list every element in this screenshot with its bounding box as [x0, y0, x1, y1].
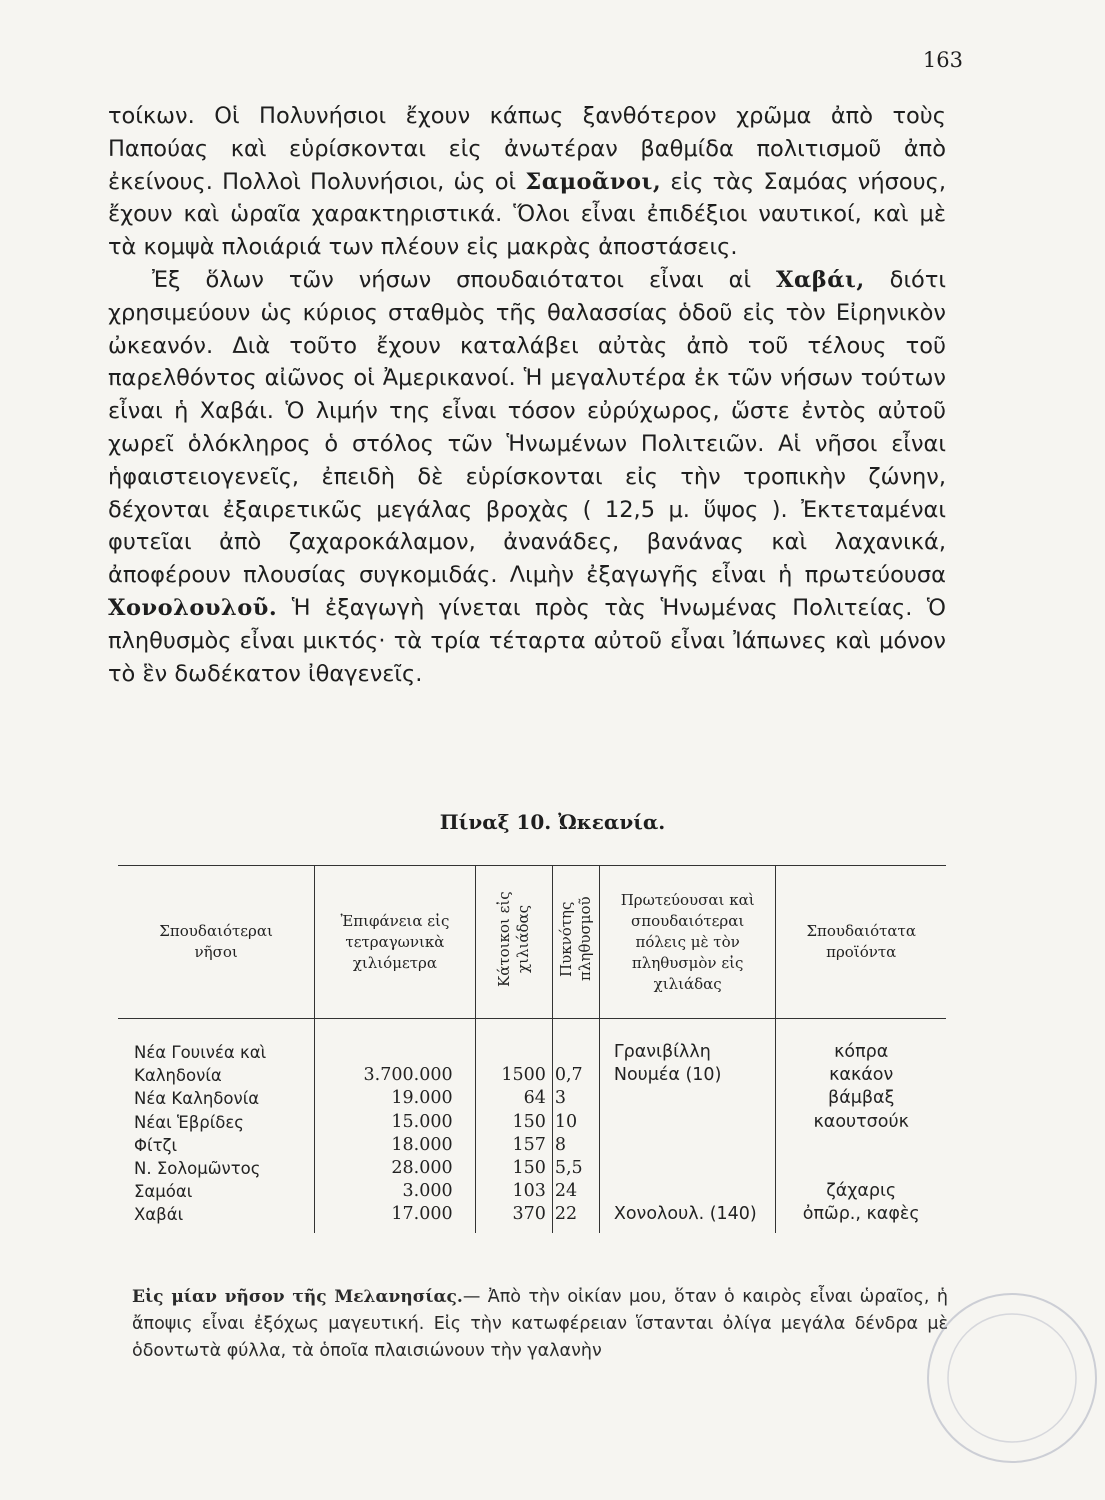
cell-area: 3.000 [315, 1180, 475, 1203]
cell-capital [599, 1134, 776, 1157]
paragraph-hawaii [108, 264, 946, 690]
text-run: Ἡ ἐξαγωγὴ γίνεται πρὸς τὰς Ἡνωμένας Πολιτείας. Ὁ πληθυσμὸς εἶναι μικτός· τὰ τρία τέταρτα αὐτοῦ εἶναι Ἰάπωνες καὶ μόνον τὸ ἓν δωδέκατον ἰθαγενεῖς. [108, 594, 946, 687]
cell-population: 103 [475, 1180, 552, 1203]
cell-capital: Χονολουλ. (140) [599, 1203, 776, 1232]
cell-area [315, 1041, 475, 1064]
cell-product: κόπρα [776, 1041, 946, 1064]
cell-capital [599, 1087, 776, 1110]
cell-area: 28.000 [315, 1157, 475, 1180]
bottom-paragraph [132, 1284, 948, 1365]
cell-density: 5,5 [552, 1157, 599, 1180]
table-row [118, 1134, 946, 1157]
table-row [118, 1203, 946, 1232]
cell-capital [599, 1157, 776, 1180]
text-run: διότι χρησιμεύουν ὡς κύριος σταθμὸς τῆς θαλασσίας ὁδοῦ εἰς τὸν Εἰρηνικὸν ὠκεανόν. Διὰ τοῦτο ἔχουν καταλάβει αὐτὰς ἀπὸ τοῦ τέλους τοῦ παρελθόντος αἰῶνος οἱ Ἀμερικανοί. Ἡ μεγαλυτέρα ἐκ τῶν νήσων τούτων εἶναι ἡ Χαβάι. Ὁ λιμήν της εἶναι τόσον εὐρύχωρος, ὥστε ἐντὸς αὐτοῦ χωρεῖ ὁλόκληρος ὁ στόλος τῶν Ἡνωμένων Πολιτειῶν. Αἱ νῆσοι εἶναι ἡφαιστειογενεῖς, ἐπειδὴ δὲ εὑρίσκονται εἰς τὴν τροπικὴν ζώνην, δέχονται ἐξαιρετικῶς μεγάλας βροχὰς ( 12,5 μ. ὕψος ). Ἐκτεταμέναι φυτεῖαι ἀπὸ ζαχαροκάλαμον, ἀνανάδες, βανάνας καὶ λαχανικά, ἀποφέρουν πλουσίας συγκομιδάς. Λιμὴν ἐξαγωγῆς εἶναι ἡ πρωτεύουσα [108, 266, 946, 589]
cell-population: 150 [475, 1157, 552, 1180]
cell-capital: Νουμέα (10) [599, 1064, 776, 1087]
bold-term: Χονολουλοῦ. [108, 594, 278, 621]
table-row [118, 1041, 946, 1064]
cell-capital [599, 1111, 776, 1134]
cell-product: βάμβαξ [776, 1087, 946, 1110]
header-population: Κάτοικοι εἰς χιλιάδας [475, 866, 552, 1019]
bold-term: Χαβάι, [776, 266, 865, 293]
table-row [118, 1180, 946, 1203]
cell-product: ζάχαρις [776, 1180, 946, 1203]
cell-island: Νέα Καληδονία [134, 1089, 260, 1109]
cell-island: Χαβάι [134, 1205, 184, 1225]
table-row [118, 1157, 946, 1180]
bold-term: Σαμοᾶνοι, [525, 168, 662, 195]
bottom-paragraph-text: — Ἀπὸ τὴν οἰκίαν μου, ὅταν ὁ καιρὸς εἶναι ὡραῖος, ἡ ἄποψις εἶναι ἐξόχως μαγευτική. Εἰς τὴν κατωφέρειαν ἵστανται ὀλίγα μεγάλα δένδρα μὲ ὁδοντωτὰ φύλλα, τὰ ὁποῖα πλαισιώνουν τὴν γαλανὴν [132, 1287, 948, 1361]
cell-capital [599, 1180, 776, 1203]
cell-island: Καληδονία [134, 1066, 222, 1086]
cell-population: 64 [475, 1087, 552, 1110]
cell-density: 10 [552, 1111, 599, 1134]
cell-density [552, 1041, 599, 1064]
table-row [118, 1064, 946, 1087]
cell-area: 15.000 [315, 1111, 475, 1134]
cell-population: 157 [475, 1134, 552, 1157]
header-products: Σπουδαιότατα προϊόντα [776, 866, 946, 1019]
cell-population: 370 [475, 1203, 552, 1232]
cell-density: 22 [552, 1203, 599, 1232]
cell-area: 18.000 [315, 1134, 475, 1157]
text-run: Ἐξ ὅλων τῶν νήσων σπουδαιότατοι εἶναι αἱ [152, 266, 777, 293]
cell-capital: Γρανιβίλλη [599, 1041, 776, 1064]
text-run: εἰς τὰς Σαμόας νήσους, ἔχουν καὶ ὡραῖα χαρακτηριστικά. Ὅλοι εἶναι ἐπιδέξιοι ναυτικοί, καὶ μὲ τὰ κομψὰ πλοιάριά των πλέουν εἰς μακρὰς ἀποστάσεις. [108, 168, 947, 261]
page-number: 163 [922, 48, 963, 72]
header-area: Ἐπιφάνεια εἰς τετραγωνικὰ χιλιόμετρα [315, 866, 475, 1019]
cell-area: 3.700.000 [315, 1064, 475, 1087]
cell-product [776, 1157, 946, 1180]
cell-area: 19.000 [315, 1087, 475, 1110]
library-stamp [902, 1278, 1098, 1474]
cell-density: 24 [552, 1180, 599, 1203]
paragraph-samoans [108, 100, 946, 264]
cell-population: 150 [475, 1111, 552, 1134]
cell-island: Νέαι Ἑβρίδες [134, 1112, 244, 1132]
header-capitals: Πρωτεύουσαι καὶ σπουδαιότεραι πόλεις μὲ τὸν πληθυσμὸν εἰς χιλιάδας [599, 866, 776, 1019]
cell-product: ὀπῶρ., καφὲς [776, 1203, 946, 1232]
table-header-row [118, 866, 946, 1019]
cell-population [475, 1041, 552, 1064]
header-islands: Σπουδαιότεραι νῆσοι [118, 866, 315, 1019]
cell-island: Σαμόαι [134, 1182, 193, 1202]
table-title: Πίναξ 10. Ὠκεανία. [439, 810, 666, 834]
cell-area: 17.000 [315, 1203, 475, 1232]
cell-product [776, 1134, 946, 1157]
cell-density: 3 [552, 1087, 599, 1110]
cell-island: Ν. Σολομῶντος [134, 1159, 261, 1179]
header-density: Πυκνότης πληθυσμοῦ [552, 866, 599, 1019]
table-row [118, 1111, 946, 1134]
cell-population: 1500 [475, 1064, 552, 1087]
bottom-heading: Εἰς μίαν νῆσον τῆς Μελανησίας. [132, 1287, 463, 1307]
main-text [108, 100, 946, 690]
oceania-table-wrap [118, 865, 946, 1233]
cell-density: 0,7 [552, 1064, 599, 1087]
cell-product: καουτσούκ [776, 1111, 946, 1134]
cell-product: κακάον [776, 1064, 946, 1087]
oceania-table [118, 865, 946, 1233]
text-run: τοίκων. Οἱ Πολυνήσιοι ἔχουν κάπως ξανθότερον χρῶμα ἀπὸ τοὺς Παπούας καὶ εὑρίσκονται εἰς ἀνωτέραν βαθμίδα πολιτισμοῦ ἀπὸ ἐκείνους. Πολλοὶ Πολυνήσιοι, ὡς οἱ [108, 103, 946, 195]
table-spacer-row [118, 1019, 946, 1042]
table-row [118, 1087, 946, 1110]
cell-island: Νέα Γουινέα καὶ [134, 1043, 267, 1062]
cell-density: 8 [552, 1134, 599, 1157]
cell-island: Φίτζι [134, 1135, 178, 1155]
